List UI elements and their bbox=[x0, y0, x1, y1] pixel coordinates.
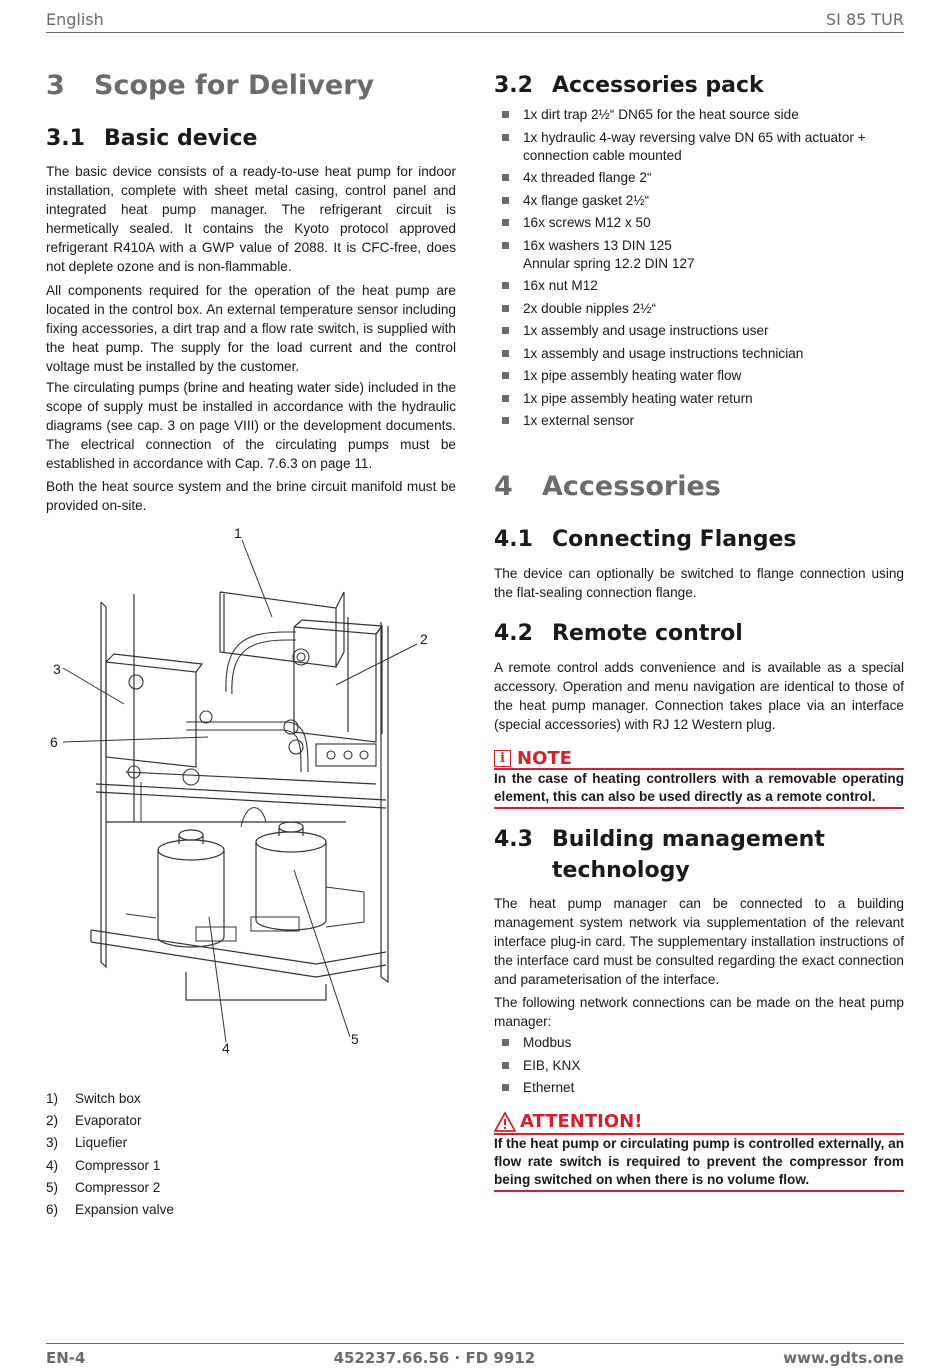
section-4-heading: 4 Accessories bbox=[494, 471, 721, 502]
list-item: 1x assembly and usage instructions user bbox=[494, 322, 904, 340]
section-4-2-heading: 4.2 Remote control bbox=[494, 621, 743, 646]
list-item: 4x flange gasket 2½“ bbox=[494, 192, 904, 210]
footer-page-number: EN-4 bbox=[46, 1349, 86, 1367]
accessories-list bbox=[494, 106, 904, 435]
note-box: In the case of heating controllers with a removable operating element, this can also be used directly as a remote control. bbox=[494, 770, 904, 809]
list-item: 16x nut M12 bbox=[494, 277, 904, 295]
evaporator bbox=[294, 620, 382, 742]
list-item: EIB, KNX bbox=[494, 1057, 904, 1075]
paragraph: The following network connections can be made on the heat pump manager: bbox=[494, 995, 904, 1029]
list-item: Modbus bbox=[494, 1034, 904, 1052]
callout-3: 3 bbox=[53, 661, 61, 677]
piping bbox=[128, 632, 376, 785]
paragraph: The device can optionally be switched to flange connection using the flat-sealing connection flange. bbox=[494, 566, 904, 600]
callout-2: 2 bbox=[420, 631, 428, 647]
heat-pump-diagram bbox=[46, 522, 456, 1062]
list-item: 1x hydraulic 4-way reversing valve DN 65 with actuator + connection cable mounted bbox=[494, 129, 904, 165]
section-3-2-heading: 3.2 Accessories pack bbox=[494, 73, 764, 98]
footer-doc-number: 452237.66.56 · FD 9912 bbox=[333, 1349, 536, 1367]
paragraph: Both the heat source system and the brine circuit manifold must be provided on-site. bbox=[46, 479, 456, 513]
warning-icon bbox=[494, 1112, 516, 1132]
page-footer bbox=[46, 1343, 904, 1372]
figure-legend bbox=[46, 1088, 174, 1221]
list-item: 1x pipe assembly heating water flow bbox=[494, 367, 904, 385]
paragraph: All components required for the operation of the heat pump are located in the control box. An external temperature sensor including fixing accessories, a dirt trap and a flow rate switch, is supplied with the heat pump. The supply for the load current and the control voltage must be installed by the customer. bbox=[46, 283, 456, 374]
paragraph: The basic device consists of a ready-to-use heat pump for indoor installation, complete with sheet metal casing, control panel and integrated heat pump manager. The refrigerant circuit is hermetically sealed. It contains the Kyoto protocol approved refrigerant R410A with a GWP value of 2088. It is CFC-free, does not deplete ozone and is non-flammable. bbox=[46, 164, 456, 274]
header-language: English bbox=[46, 9, 104, 29]
page-header bbox=[46, 6, 904, 33]
legend-item: 4) Compressor 1 bbox=[46, 1157, 161, 1173]
base-piping bbox=[126, 782, 364, 941]
attention-box: If the heat pump or circulating pump is controlled externally, an flow rate switch is required to prevent the compressor from being switched on when there is no volume flow. bbox=[494, 1135, 904, 1192]
attention-heading: ATTENTION! bbox=[494, 1111, 642, 1132]
list-item: 2x double nipples 2½“ bbox=[494, 300, 904, 318]
list-item: 1x external sensor bbox=[494, 412, 904, 430]
note-heading: i NOTE bbox=[494, 748, 572, 769]
liquefier bbox=[106, 654, 202, 767]
paragraph: The circulating pumps (brine and heating water side) included in the scope of supply must be installed in accordance with the hydraulic diagrams (see cap. 3 on page VIII) or the development documents. The electrical connection of the circulating pumps must be established in accordance with Cap. 7.6.3 on page 11. bbox=[46, 380, 456, 471]
list-item: 16x screws M12 x 50 bbox=[494, 214, 904, 232]
section-3-1-heading: 3.1 Basic device bbox=[46, 126, 258, 151]
list-item: 1x dirt trap 2½“ DN65 for the heat source side bbox=[494, 106, 904, 124]
callout-5: 5 bbox=[351, 1031, 359, 1047]
legend-item: 2) Evaporator bbox=[46, 1113, 142, 1129]
list-item: 16x washers 13 DIN 125 Annular spring 12.2 DIN 127 bbox=[494, 237, 904, 273]
callout-numbers bbox=[50, 525, 428, 1056]
section-4-3-heading: 4.3 Building management technology bbox=[494, 827, 825, 883]
callout-6: 6 bbox=[50, 734, 58, 750]
leader-lines bbox=[63, 540, 417, 1042]
network-list bbox=[494, 1034, 904, 1102]
compressor-1 bbox=[158, 830, 224, 947]
header-model: SI 85 TUR bbox=[825, 9, 904, 29]
callout-4: 4 bbox=[222, 1040, 230, 1056]
list-item: Ethernet bbox=[494, 1079, 904, 1097]
legend-item: 3) Liquefier bbox=[46, 1135, 128, 1151]
paragraph: A remote control adds convenience and is available as a special accessory. Operation and menu navigation are identical to those of the heat pump manager. Connection takes place via an interface (special accessories) with RJ 12 Western plug. bbox=[494, 660, 904, 732]
callout-1: 1 bbox=[234, 525, 242, 541]
footer-website: www.gdts.one bbox=[783, 1349, 904, 1367]
compressor-2 bbox=[256, 822, 326, 930]
legend-item: 5) Compressor 2 bbox=[46, 1179, 161, 1195]
paragraph: The heat pump manager can be connected to a building management system network via supplementation of the relevant interface plug-in card. The supplementary installation instructions of the interface card must be consulted regarding the exact connection and parameterisation of the interface. bbox=[494, 896, 904, 987]
list-item: 4x threaded flange 2“ bbox=[494, 169, 904, 187]
info-icon: i bbox=[494, 750, 511, 767]
legend-item: 1) Switch box bbox=[46, 1091, 141, 1106]
section-3-heading: 3 Scope for Delivery bbox=[46, 70, 375, 101]
legend-item: 6) Expansion valve bbox=[46, 1202, 174, 1218]
list-item: 1x assembly and usage instructions technician bbox=[494, 345, 904, 363]
section-4-1-heading: 4.1 Connecting Flanges bbox=[494, 527, 797, 552]
list-item: 1x pipe assembly heating water return bbox=[494, 390, 904, 408]
